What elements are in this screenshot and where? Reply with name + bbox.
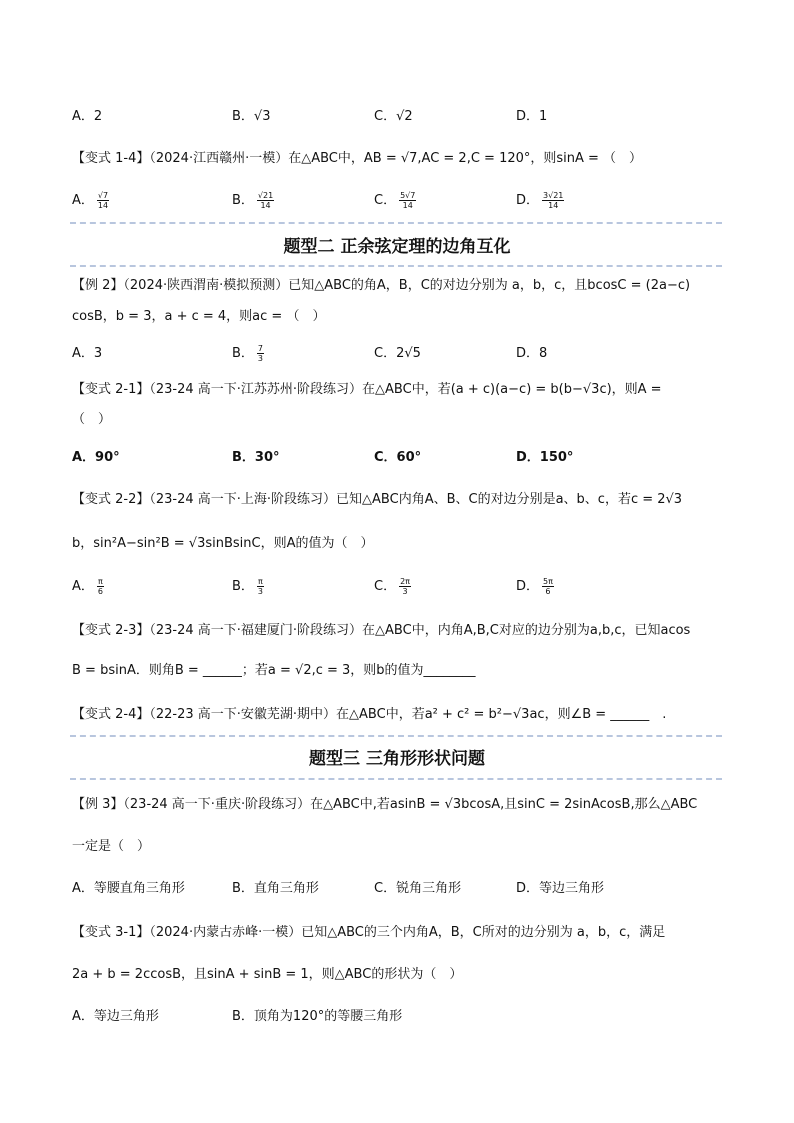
option-d: D． $\frac{5\pi}{6}$ — [516, 577, 553, 596]
options-row-2-2 — [72, 576, 732, 598]
option-d: D．8 — [516, 346, 548, 361]
variant-2-4-line-1: 【变式 2-4】（22-23 高一下·安徽芜湖·期中）在△ABC中，若a² + c² = b²−√3ac，则∠B = ______ . — [72, 707, 667, 722]
option-b: B． $\frac{√21}{14}$ — [232, 191, 274, 210]
options-row-1-4 — [72, 190, 732, 212]
option-a: A． $\frac{\pi}{6}$ — [72, 577, 103, 596]
option-c: C．60° — [374, 450, 422, 465]
section-heading-3: 题型三 三角形形状问题 — [309, 749, 485, 769]
option-a: A．等边三角形 — [72, 1009, 159, 1024]
option-c: C．锐角三角形 — [374, 881, 462, 896]
variant-2-1-line-1: 【变式 2-1】（23-24 高一下·江苏苏州·阶段练习）在△ABC中，若(a + c)(a−c) = b(b−√3c)，则A = — [72, 382, 662, 397]
option-d: D．150° — [516, 450, 574, 465]
option-d: D．1 — [516, 109, 548, 124]
option-c: C．2√5 — [374, 346, 421, 361]
option-c: C． $\frac{5√7}{14}$ — [374, 191, 416, 210]
option-b: B．√3 — [232, 109, 271, 124]
example-2-line-2: cosB，b = 3，a + c = 4，则ac = （ ） — [72, 309, 326, 324]
option-a: A．3 — [72, 346, 103, 361]
question-variant-1-4: 【变式 1-4】（2024·江西赣州·一模）在△ABC中，AB = √7,AC = 2,C = 120°，则sinA = （ ） — [72, 151, 643, 166]
variant-2-2-line-1: 【变式 2-2】（23-24 高一下·上海·阶段练习）已知△ABC内角A、B、C的对边分别是a、b、c，若c = 2√3 — [72, 492, 683, 507]
section-divider — [70, 778, 722, 780]
options-row-2-1 — [72, 447, 732, 469]
example-3-line-1: 【例 3】（23-24 高一下·重庆·阶段练习）在△ABC中,若asinB = √3bcosA,且sinC = 2sinAcosB,那么△ABC — [72, 797, 698, 812]
options-row-prev — [72, 106, 732, 128]
variant-2-3-line-1: 【变式 2-3】（23-24 高一下·福建厦门·阶段练习）在△ABC中，内角A,B,C对应的边分别为a,b,c，已知acos — [72, 623, 691, 638]
section-divider — [70, 265, 722, 267]
option-a: A． $\frac{√7}{14}$ — [72, 191, 109, 210]
section-divider — [70, 735, 722, 737]
options-row-3-1 — [72, 1006, 732, 1028]
option-c: C． $\frac{2\pi}{3}$ — [374, 577, 410, 596]
variant-3-1-line-1: 【变式 3-1】（2024·内蒙古赤峰·一模）已知△ABC的三个内角A，B，C所对的边分别为 a，b，c，满足 — [72, 925, 666, 940]
option-b: B． $\frac{\pi}{3}$ — [232, 577, 264, 596]
option-a: A．等腰直角三角形 — [72, 881, 185, 896]
section-divider — [70, 222, 722, 224]
variant-2-2-line-2: b，sin²A−sin²B = √3sinBsinC，则A的值为（ ） — [72, 536, 374, 551]
option-b: B． $\frac{7}{3}$ — [232, 344, 264, 363]
example-3-line-2: 一定是（ ） — [72, 839, 151, 854]
option-b: B．30° — [232, 450, 280, 465]
option-c: C．√2 — [374, 109, 413, 124]
option-b: B．直角三角形 — [232, 881, 319, 896]
option-b: B．顶角为120°的等腰三角形 — [232, 1009, 403, 1024]
options-row-ex2 — [72, 343, 732, 365]
variant-2-1-line-2: （ ） — [72, 412, 112, 427]
option-d: D．等边三角形 — [516, 881, 605, 896]
options-row-ex3 — [72, 878, 732, 900]
section-heading-2: 题型二 正余弦定理的边角互化 — [283, 237, 511, 257]
option-d: D． $\frac{3√21}{14}$ — [516, 191, 564, 210]
variant-2-3-line-2: B = bsinA．则角B = ______；若a = √2,c = 3，则b的值为________ — [72, 663, 476, 678]
option-a: A．90° — [72, 450, 120, 465]
variant-3-1-line-2: 2a + b = 2ccosB，且sinA + sinB = 1，则△ABC的形状为（ ） — [72, 967, 463, 982]
example-2-line-1: 【例 2】（2024·陕西渭南·模拟预测）已知△ABC的角A，B，C的对边分别为 a，b，c，且bcosC = (2a−c) — [72, 278, 691, 293]
option-a: A．2 — [72, 109, 103, 124]
